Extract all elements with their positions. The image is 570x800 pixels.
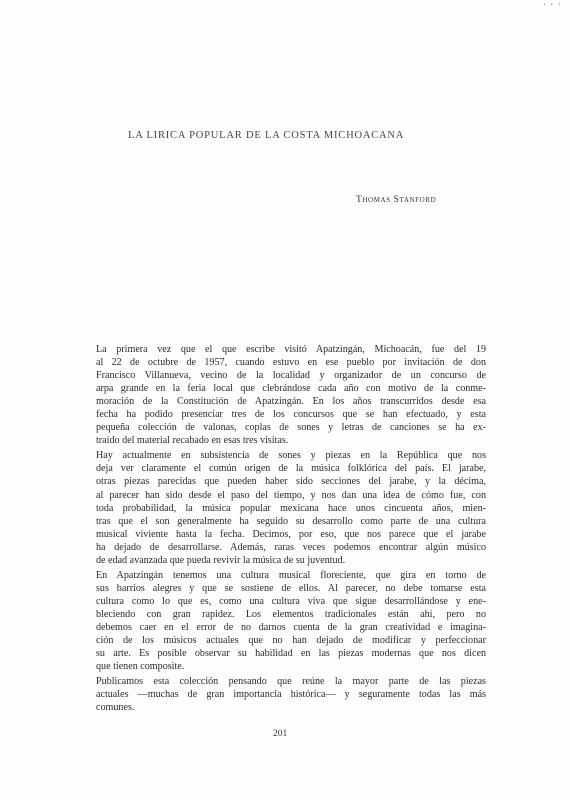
paragraph bbox=[86, 675, 486, 714]
text-line: fecha ha podido presenciar tres de los concursos que se han efectuado, y esta bbox=[96, 409, 486, 421]
article-title: LA LIRICA POPULAR DE LA COSTA MICHOACANA bbox=[128, 130, 405, 141]
text-line: Francisco Villanueva, vecino de la localidad y organizador de un concurso de bbox=[96, 370, 486, 382]
text-line: traído del material recabado en esas tres visitas. bbox=[96, 435, 289, 447]
text-line: toda probabilidad, la música popular mexicana hace unos cincuenta años, mien- bbox=[96, 502, 486, 514]
text-line: deja ver claramente el común origen de la música folklórica del país. El jarabe, bbox=[96, 463, 486, 475]
paragraph bbox=[86, 449, 486, 566]
text-line: al 22 de octubre de 1957, cuando estuvo en ese pueblo por invitación de don bbox=[96, 357, 486, 369]
text-line: que tienen composite. bbox=[96, 661, 185, 673]
text-line: bleciendo con gran rapidez. Los elementos tradicionales están ahí, pero no bbox=[96, 608, 486, 620]
text-line: Hay actualmente en subsistencia de sones y piezas en la República que nos bbox=[96, 450, 486, 462]
text-line: otras piezas parecidas que pueden haber sido secciones del jarabe, y la décima, bbox=[96, 476, 486, 488]
page-number: 201 bbox=[273, 729, 288, 739]
text-line: ha dejado de desarrollarse. Además, raras veces podemos encontrar algún músico bbox=[96, 541, 486, 553]
text-line: sus barrios alegres y que se sostiene de ellos. Al parecer, no debe tomarse esta bbox=[96, 582, 486, 594]
text-line: su arte. Es posible observar su habilidad en las piezas modernas que nos dicen bbox=[96, 648, 486, 660]
author-name: Thomas Stanford bbox=[356, 195, 437, 205]
text-line: En Apatzingán tenemos una cultura musical floreciente, que gira en torno de bbox=[96, 569, 486, 581]
text-line: de edad avanzada que pueda revivir la música de su juventud. bbox=[96, 554, 346, 566]
corner-mark: ' ' ' bbox=[543, 2, 562, 11]
paragraph bbox=[86, 569, 486, 673]
text-line: comunes. bbox=[96, 702, 135, 714]
body-text bbox=[86, 343, 486, 714]
text-line: arpa grande en la feria local que clebrándose cada año con motivo de la conme- bbox=[96, 383, 486, 395]
text-line: actuales —muchas de gran importancia histórica— y seguramente todas las más bbox=[96, 689, 486, 701]
text-line: al parecer han sido desde el paso del tiempo, y nos dan una idea de cómo fue, con bbox=[96, 489, 486, 501]
paragraph bbox=[86, 343, 486, 447]
text-line: ción de los músicos actuales que no han dejado de modificar y perfeccionar bbox=[96, 635, 486, 647]
text-line: tras que el son generalmente ha seguido su desarrollo como parte de una cultura bbox=[96, 515, 486, 527]
text-line: debemos caer en el error de no darnos cuenta de la gran creatividad e imagina- bbox=[96, 621, 486, 633]
text-line: La primera vez que el que escribe visitó Apatzingán, Michoacán, fue del 19 bbox=[96, 344, 486, 355]
text-line: pequeña colección de valonas, coplas de sones y letras de canciones se ha ex- bbox=[96, 422, 486, 434]
text-line: moración de la Constitución de Apatzingán. En los años transcurridos desde esa bbox=[96, 396, 486, 408]
text-line: musical viviente hasta la fecha. Decimos, por eso, que nos parece que el jarabe bbox=[96, 528, 486, 540]
text-line: cultura como lo que es, como una cultura viva que sigue desarrollándose y ene- bbox=[96, 595, 486, 607]
text-line: Publicamos esta colección pensando que reúne la mayor parte de las piezas bbox=[96, 676, 486, 688]
